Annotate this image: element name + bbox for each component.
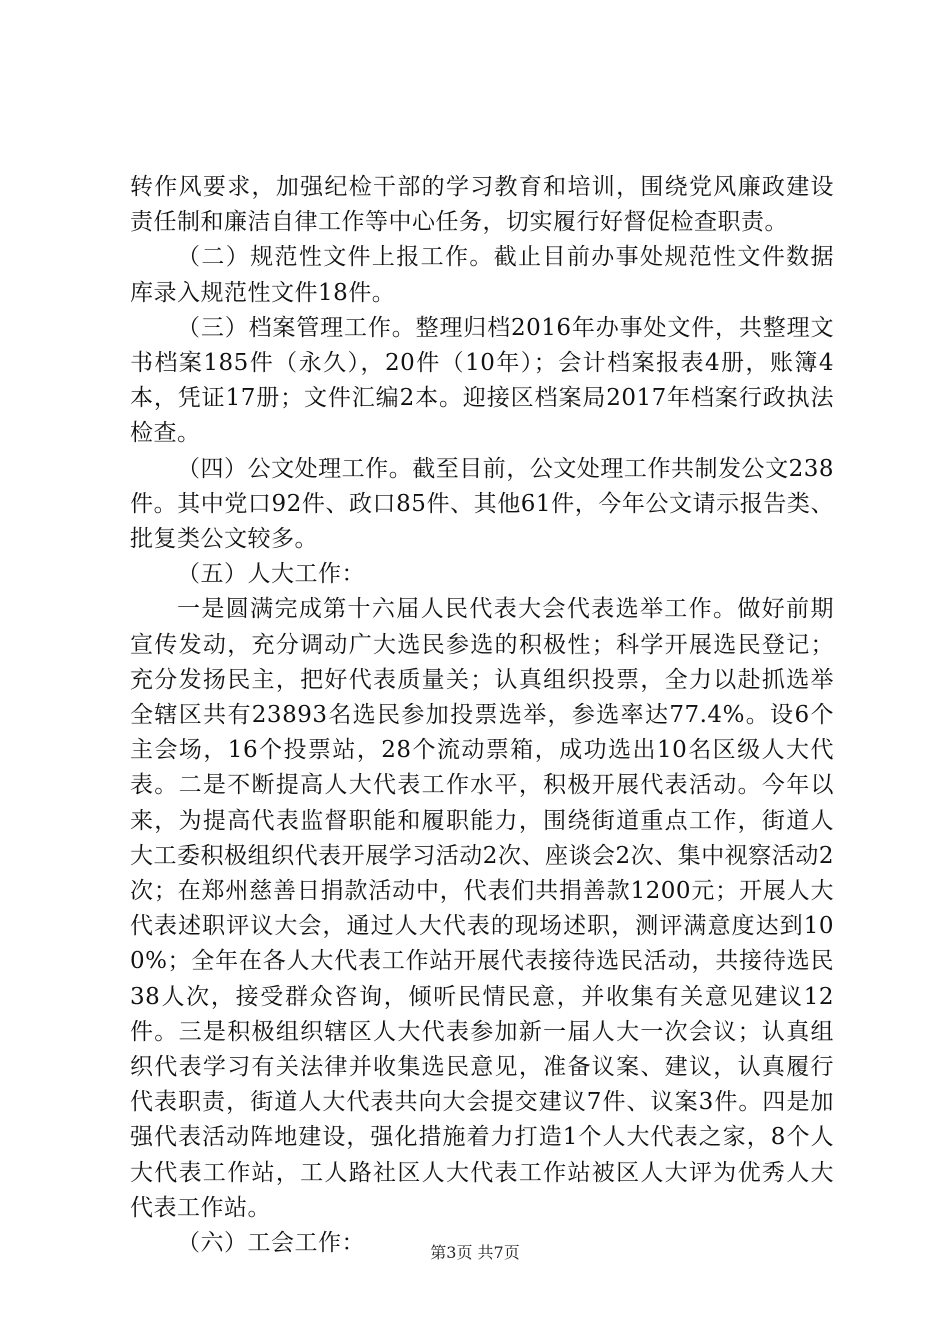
heading-section-6: （六）工会工作： xyxy=(177,1230,365,1257)
paragraph-section-2: （二）规范性文件上报工作。截止目前办事处规范性文件数据库录入规范性文件18件。 xyxy=(130,244,834,306)
paragraph-section-3: （三）档案管理工作。整理归档2016年办事处文件，共整理文书档案185件（永久），20件（10年）；会计档案报表4册，账簿4本，凭证17册；文件汇编2本。迎接区档案局2017年档案行政执法检查。 xyxy=(130,314,834,447)
paragraph-section-5-body: 一是圆满完成第十六届人民代表大会代表选举工作。做好前期宣传发动，充分调动广大选民参选的积极性；科学开展选民登记；充分发扬民主，把好代表质量关；认真组织投票，全力以赴抓选举全辖区共有23893名选民参加投票选举，参选率达77.4%。设6个主会场，16个投票站，28个流动票箱，成功选出10名区级人大代表。二是不断提高人大代表工作水平，积极开展代表活动。今年以来，为提高代表监督职能和履职能力，围绕街道重点工作，街道人大工委积极组织代表开展学习活动2次、座谈会2次、集中视察活动2次；在郑州慈善日捐款活动中，代表们共捐善款1200元；开展人大代表述职评议大会，通过人大代表的现场述职，测评满意度达到100%；全年在各人大代表工作站开展代表接待选民活动，共接待选民38人次，接受群众咨询，倾听民情民意，并收集有关意见建议12件。三是积极组织辖区人大代表参加新一届人大一次会议；认真组织代表学习有关法律并收集选民意见，准备议案、建议，认真履行代表职责，街道人大代表共向大会提交建议7件、议案3件。四是加强代表活动阵地建设，强化措施着力打造1个人大代表之家，8个人大代表工作站，工人路社区人大代表工作站被区人大评为优秀人大代表工作站。 xyxy=(130,596,834,1221)
paragraph-continuation: 转作风要求，加强纪检干部的学习教育和培训，围绕党风廉政建设责任制和廉洁自律工作等中心任务，切实履行好督促检查职责。 xyxy=(130,174,834,236)
paragraph-section-4: （四）公文处理工作。截至目前，公文处理工作共制发公文238件。其中党口92件、政口85件、其他61件，今年公文请示报告类、批复类公文较多。 xyxy=(130,455,834,553)
document-body xyxy=(130,170,834,1261)
page-footer: 第3页 共7页 xyxy=(430,1243,520,1262)
heading-section-5: （五）人大工作： xyxy=(177,561,365,588)
